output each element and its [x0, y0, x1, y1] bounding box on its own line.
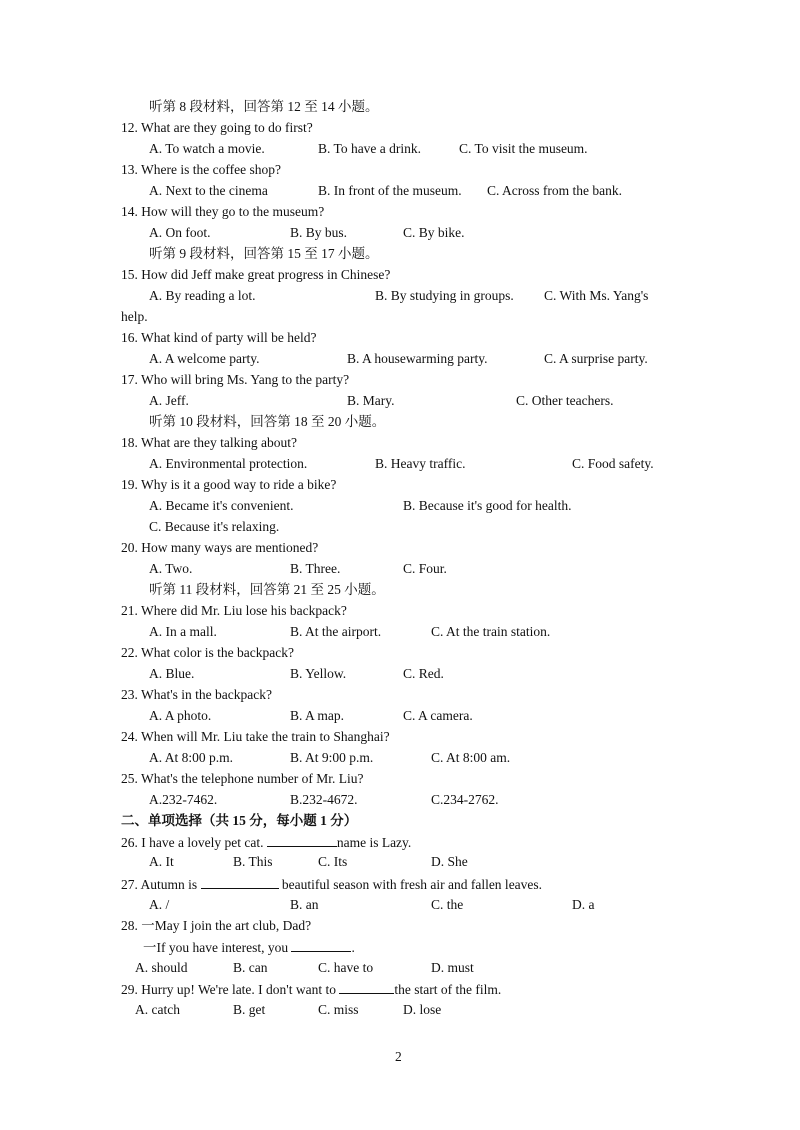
- q14-option-c: C. By bike.: [403, 225, 465, 240]
- q19-option-b: B. Because it's good for health.: [403, 498, 572, 513]
- q29-option-d: D. lose: [403, 1002, 442, 1017]
- section-heading-11: 听第 11 段材料，回答第 21 至 25 小题。: [149, 582, 385, 597]
- q24-option-c: C. At 8:00 am.: [431, 750, 511, 765]
- q26-stem-end: name is Lazy.: [336, 835, 412, 850]
- q22-option-a: A. Blue.: [149, 666, 195, 681]
- q27-option-d: D. a: [572, 897, 595, 912]
- q26-option-a: A. It: [149, 854, 174, 869]
- q26-blank: [267, 833, 337, 847]
- q22-option-c: C. Red.: [403, 666, 444, 681]
- question-14: 14. How will they go to the museum?: [121, 204, 325, 219]
- question-20: 20. How many ways are mentioned?: [121, 540, 319, 555]
- question-22: 22. What color is the backpack?: [121, 645, 294, 660]
- q22-option-b: B. Yellow.: [290, 666, 347, 681]
- q20-option-a: A. Two.: [149, 561, 193, 576]
- q29-stem-end: the start of the film.: [394, 982, 502, 997]
- q28-response-end: .: [351, 940, 355, 955]
- question-28: 28. 一May I join the art club, Dad?: [121, 918, 312, 933]
- q29-option-a: A. catch: [135, 1002, 180, 1017]
- q15-option-c-continued: help.: [121, 309, 148, 324]
- q29-option-c: C. miss: [318, 1002, 359, 1017]
- q28-option-c: C. have to: [318, 960, 374, 975]
- question-19: 19. Why is it a good way to ride a bike?: [121, 477, 337, 492]
- q14-option-a: A. On foot.: [149, 225, 211, 240]
- q27-option-b: B. an: [290, 897, 319, 912]
- question-27: [121, 875, 542, 894]
- question-25: 25. What's the telephone number of Mr. Liu?: [121, 771, 364, 786]
- q24-option-b: B. At 9:00 p.m.: [290, 750, 374, 765]
- q27-stem-end: beautiful season with fresh air and fallen leaves.: [278, 877, 543, 892]
- q23-option-a: A. A photo.: [149, 708, 212, 723]
- q16-option-c: C. A surprise party.: [544, 351, 648, 366]
- question-24: 24. When will Mr. Liu take the train to Shanghai?: [121, 729, 390, 744]
- q29-blank: [339, 980, 394, 994]
- q19-option-a: A. Became it's convenient.: [149, 498, 294, 513]
- q28-response-line: [143, 938, 355, 957]
- q17-option-c: C. Other teachers.: [516, 393, 614, 408]
- q12-option-a: A. To watch a movie.: [149, 141, 265, 156]
- part-two-heading: 二、单项选择（共 15 分，每小题 1 分）: [121, 813, 358, 828]
- q26-option-b: B. This: [233, 854, 273, 869]
- q29-option-b: B. get: [233, 1002, 266, 1017]
- q15-option-c: C. With Ms. Yang's: [544, 288, 649, 303]
- q20-option-c: C. Four.: [403, 561, 447, 576]
- question-23: 23. What's in the backpack?: [121, 687, 273, 702]
- q13-option-a: A. Next to the cinema: [149, 183, 268, 198]
- q12-option-c: C. To visit the museum.: [459, 141, 588, 156]
- question-16: 16. What kind of party will be held?: [121, 330, 317, 345]
- section-heading-10: 听第 10 段材料，回答第 18 至 20 小题。: [149, 414, 386, 429]
- q16-option-a: A. A welcome party.: [149, 351, 260, 366]
- q28-option-a: A. should: [135, 960, 188, 975]
- q27-option-c: C. the: [431, 897, 464, 912]
- q25-option-c: C.234-2762.: [431, 792, 499, 807]
- question-17: 17. Who will bring Ms. Yang to the party?: [121, 372, 350, 387]
- q15-option-b: B. By studying in groups.: [375, 288, 514, 303]
- q21-option-b: B. At the airport.: [290, 624, 382, 639]
- q17-option-a: A. Jeff.: [149, 393, 189, 408]
- q23-option-b: B. A map.: [290, 708, 345, 723]
- question-26: [121, 833, 411, 852]
- q23-option-c: C. A camera.: [403, 708, 473, 723]
- question-29: [121, 980, 501, 999]
- q12-option-b: B. To have a drink.: [318, 141, 422, 156]
- q18-option-a: A. Environmental protection.: [149, 456, 308, 471]
- q18-option-c: C. Food safety.: [572, 456, 654, 471]
- question-18: 18. What are they talking about?: [121, 435, 297, 450]
- q14-option-b: B. By bus.: [290, 225, 348, 240]
- section-heading-8: 听第 8 段材料，回答第 12 至 14 小题。: [149, 99, 379, 114]
- q21-option-c: C. At the train station.: [431, 624, 551, 639]
- question-15: 15. How did Jeff make great progress in Chinese?: [121, 267, 391, 282]
- page-number: 2: [395, 1049, 402, 1064]
- q19-option-c: C. Because it's relaxing.: [149, 519, 280, 534]
- q25-option-a: A.232-7462.: [149, 792, 218, 807]
- q28-response-start: 一If you have interest, you: [143, 940, 292, 955]
- q17-option-b: B. Mary.: [347, 393, 395, 408]
- q25-option-b: B.232-4672.: [290, 792, 358, 807]
- q28-option-b: B. can: [233, 960, 268, 975]
- q28-blank: [291, 938, 351, 952]
- question-12: 12. What are they going to do first?: [121, 120, 313, 135]
- section-heading-9: 听第 9 段材料，回答第 15 至 17 小题。: [149, 246, 379, 261]
- q13-option-c: C. Across from the bank.: [487, 183, 622, 198]
- q27-blank: [201, 875, 279, 889]
- q18-option-b: B. Heavy traffic.: [375, 456, 466, 471]
- q27-stem-start: 27. Autumn is: [121, 877, 201, 892]
- q26-option-c: C. Its: [318, 854, 348, 869]
- q28-option-d: D. must: [431, 960, 474, 975]
- q26-option-d: D. She: [431, 854, 468, 869]
- question-21: 21. Where did Mr. Liu lose his backpack?: [121, 603, 347, 618]
- q13-option-b: B. In front of the museum.: [318, 183, 462, 198]
- q24-option-a: A. At 8:00 p.m.: [149, 750, 234, 765]
- q15-option-a: A. By reading a lot.: [149, 288, 256, 303]
- q27-option-a: A. /: [149, 897, 170, 912]
- q21-option-a: A. In a mall.: [149, 624, 217, 639]
- q20-option-b: B. Three.: [290, 561, 341, 576]
- q16-option-b: B. A housewarming party.: [347, 351, 488, 366]
- question-13: 13. Where is the coffee shop?: [121, 162, 281, 177]
- q29-stem-start: 29. Hurry up! We're late. I don't want to: [121, 982, 340, 997]
- q26-stem-start: 26. I have a lovely pet cat.: [121, 835, 267, 850]
